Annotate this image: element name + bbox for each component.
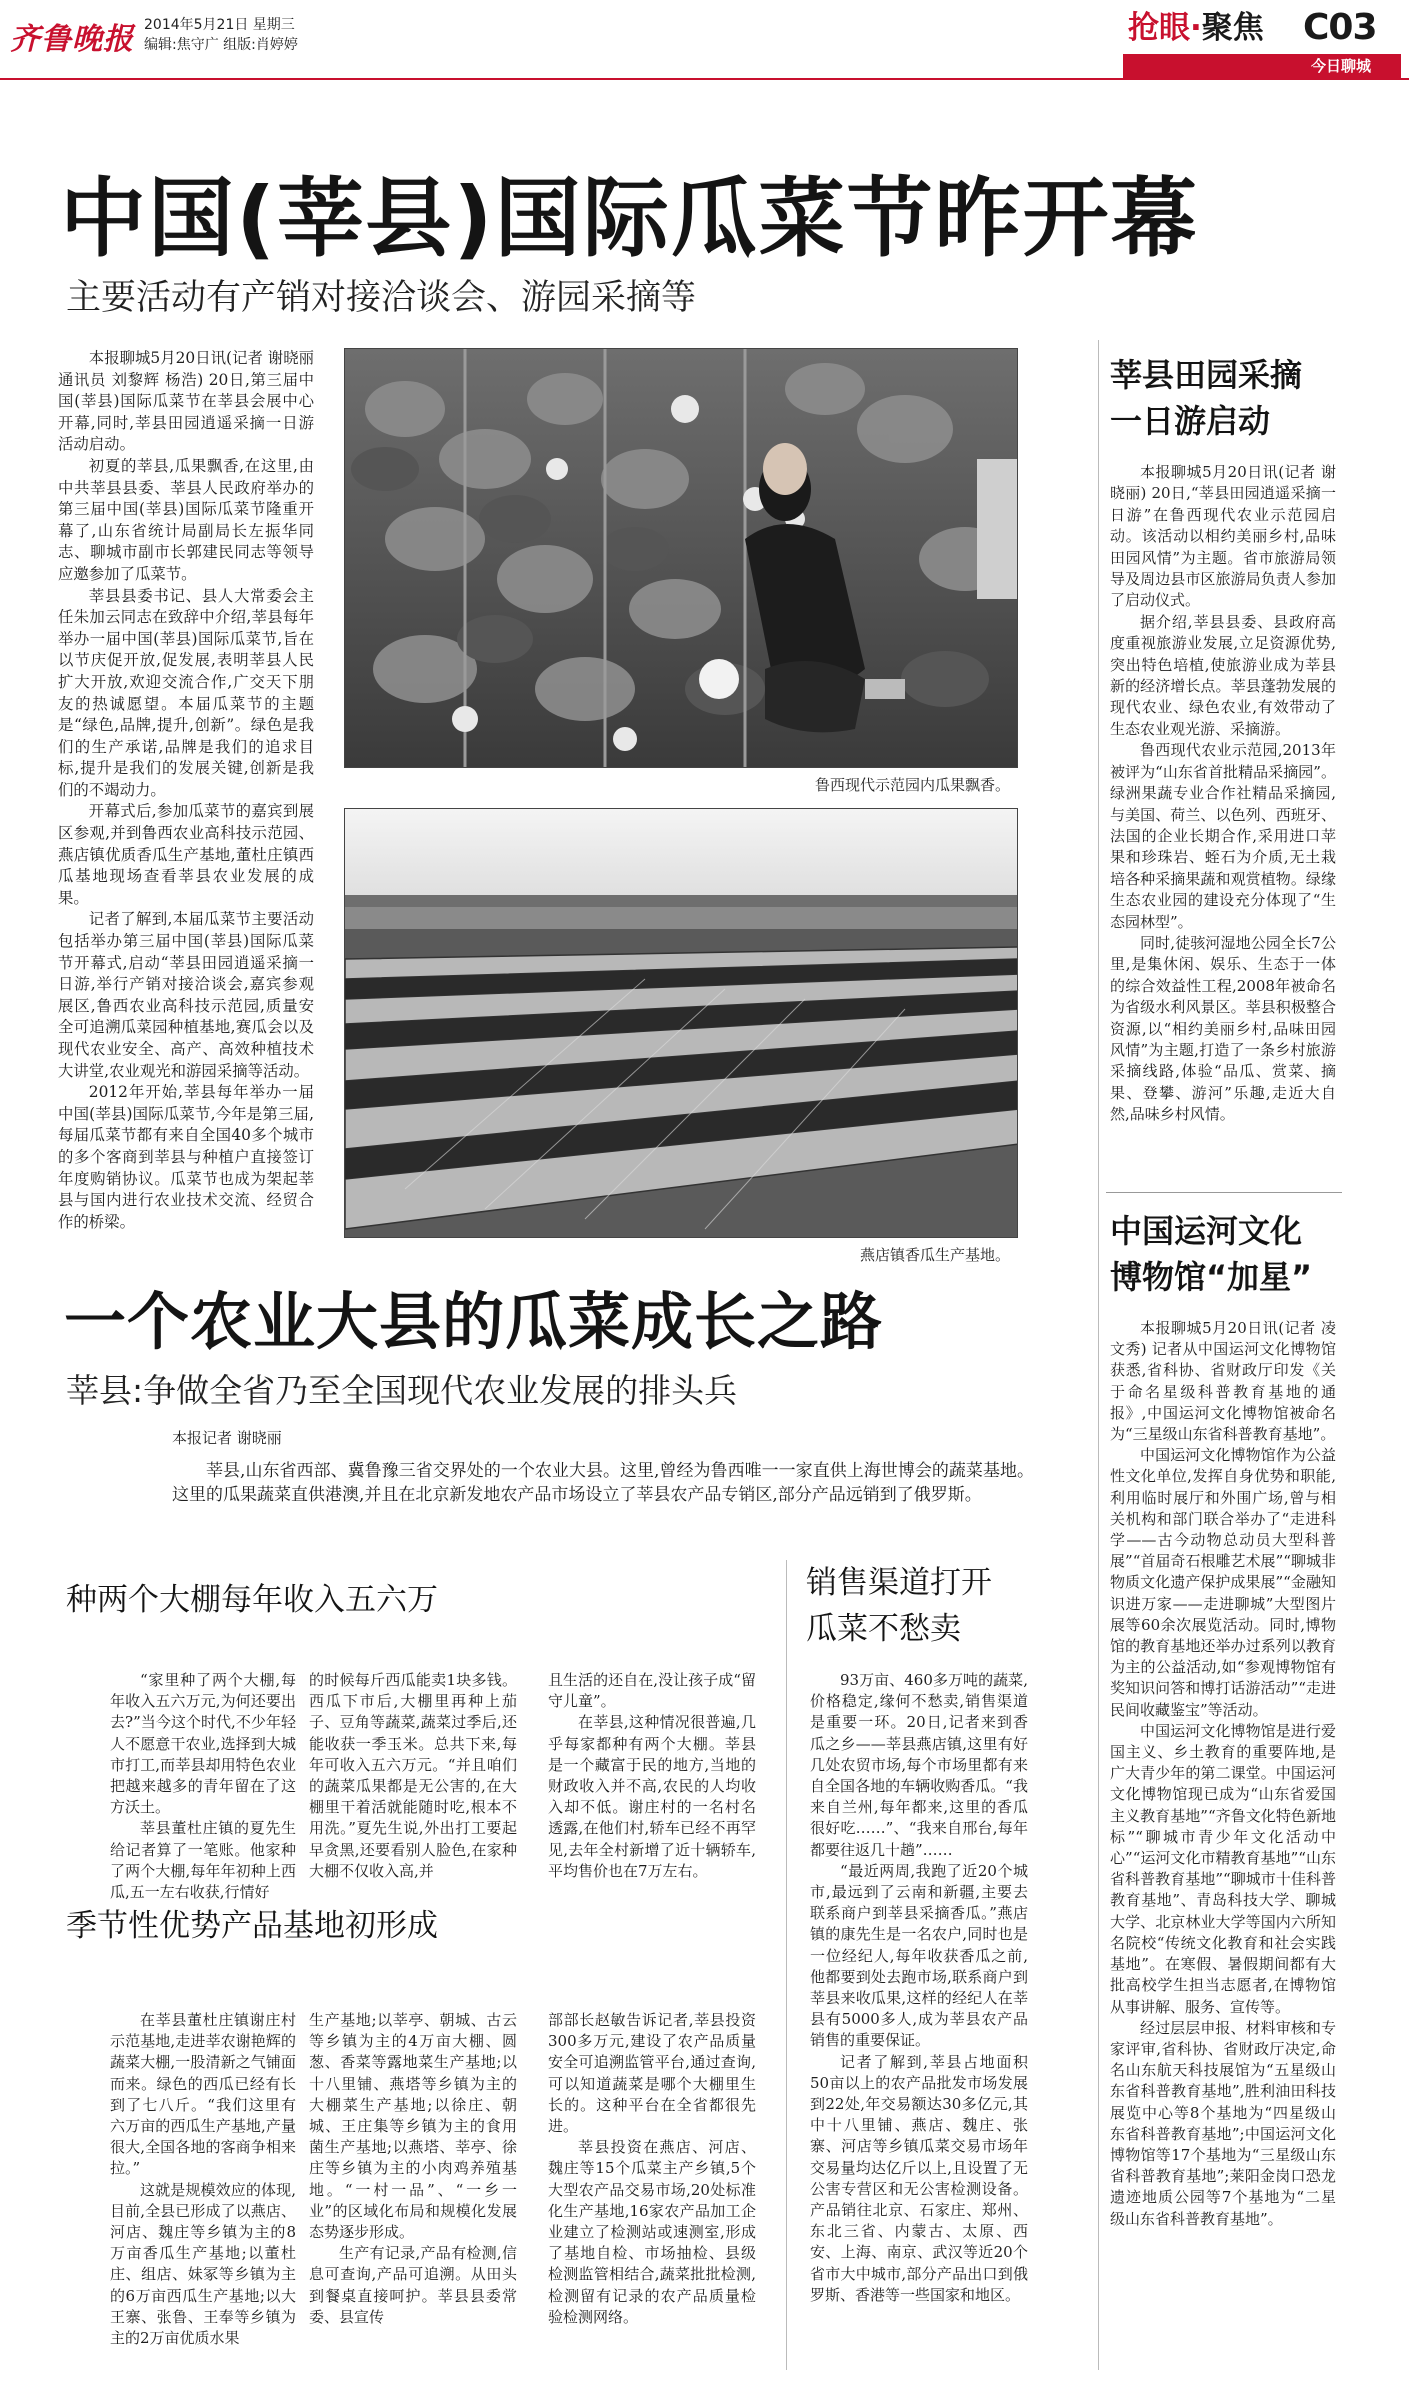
feature-paragraph: 在莘县,这种情况很普遍,几乎每家都种有两个大棚。莘县是一个藏富于民的地方,当地的财政收入并不高,农民的人均收入却不低。谢庄村的一名村名透露,在他们村,轿车已经不再罕见,去年全村新增了近十辆轿车,平均售价也在7万左右。 bbox=[548, 1713, 756, 1880]
feature-sec2-col1 bbox=[110, 2010, 296, 2370]
feature-sec2-col2 bbox=[309, 2010, 517, 2370]
section-label-a: 抢眼 bbox=[1128, 10, 1190, 46]
feature-paragraph: 且生活的还自在,没让孩子成“留守儿童”。 bbox=[548, 1671, 756, 1711]
feature-section2-title: 季节性优势产品基地初形成 bbox=[66, 1908, 438, 1944]
section-label-b: 聚焦 bbox=[1201, 10, 1264, 46]
feature-paragraph: 莘县投资在燕店、河店、魏庄等15个瓜菜主产乡镇,5个大型农产品交易市场,20处标准化生产基地,16家农产品加工企业建立了检测站或速测室,形成了基地自检、市场抽检、县级检测监管相结合,蔬菜批批检测,检测留有记录的农产品质量检验检测网络。 bbox=[548, 2138, 756, 2326]
sidebar1-paragraph: 据介绍,莘县县委、县政府高度重视旅游业发展,立足资源优势,突出特色培植,使旅游业成为莘县新的经济增长点。莘县蓬勃发展的现代农业、绿色农业,有效带动了生态农业观光游、采摘游。 bbox=[1110, 612, 1336, 738]
feature-paragraph: “家里种了两个大棚,每年收入五六万元,为何还要出去?”当今这个时代,不少年轻人不愿意干农业,选择到大城市打工,而莘县却用特色农业把越来越多的青年留在了这方沃土。 bbox=[110, 1671, 296, 1817]
feature-paragraph: 记者了解到,莘县占地面积50亩以上的农产品批发市场发展到22处,年交易额达30多亿元,其中十八里铺、燕店、魏庄、张寨、河店等乡镇瓜菜交易市场年交易量均达亿斤以上,且设置了无公害专营区和无公害检测设备。产品销往北京、石家庄、郑州、东北三省、内蒙古、太原、西安、上海、南京、武汉等近20个省市大中城市,部分产品出口到俄罗斯、香港等一些国家和地区。 bbox=[810, 2052, 1028, 2304]
feature-sec1-col2 bbox=[309, 1670, 517, 1880]
photo-melon-greenhouse-image bbox=[345, 349, 1018, 768]
feature-paragraph: 在莘县董杜庄镇谢庄村示范基地,走进莘农谢艳辉的蔬菜大棚,一股清新之气铺面而来。绿色的西瓜已经有长到了七八斤。“我们这里有六万亩的西瓜生产基地,产量很大,全国各地的客商争相来拉。” bbox=[110, 2011, 296, 2178]
feature-intro bbox=[172, 1459, 1034, 1531]
lead-headline: 中国(莘县)国际瓜菜节昨开幕 bbox=[60, 169, 1199, 269]
feature-sec1-col1 bbox=[110, 1670, 296, 1902]
sidebar2-paragraph: 中国运河文化博物馆是进行爱国主义、乡土教育的重要阵地,是广大青少年的第二课堂。中国运河文化博物馆现已成为“山东省爱国主义教育基地”“齐鲁文化特色新地标”“聊城市青少年文化活动中心”“运河文化市精教育基地”“山东省科普教育基地”“聊城市十佳科普教育基地”、青岛科技大学、聊城大学、北京林业大学等国内六所知名院校“传统文化教育和社会实践基地”。在寒假、暑假期间都有大批高校学生担当志愿者,在博物馆从事讲解、服务、宣传等。 bbox=[1110, 1721, 1336, 2016]
photo-greenhouse-field bbox=[344, 808, 1018, 1238]
sidebar1-paragraph: 鲁西现代农业示范园,2013年被评为“山东省首批精品采摘园”。绿洲果蔬专业合作社精品采摘园,与美国、荷兰、以色列、西班牙、法国的企业长期合作,采用进口苹果和珍珠岩、蛭石为介质,无土栽培各种采摘果蔬和观赏植物。绿缘生态农业园的建设充分体现了“生态园林型”。 bbox=[1110, 741, 1336, 931]
feature-section3-title bbox=[806, 1560, 992, 1652]
feature-section1-title: 种两个大棚每年收入五六万 bbox=[66, 1582, 438, 1618]
lead-paragraph: 开幕式后,参加瓜菜节的嘉宾到展区参观,并到鲁西农业高科技示范园、燕店镇优质香瓜生产基地,董杜庄镇西瓜基地现场查看莘县农业发展的成果。 bbox=[58, 802, 314, 907]
sidebar2-title-line1: 中国运河文化 bbox=[1110, 1212, 1303, 1250]
sub-section-label: 今日聊城 bbox=[1310, 57, 1371, 75]
lead-subhead: 主要活动有产销对接洽谈会、游园采摘等 bbox=[66, 278, 697, 318]
sidebar1-title-line1: 莘县田园采摘 bbox=[1110, 356, 1303, 394]
sidebar-separator bbox=[1106, 1192, 1342, 1193]
feature-paragraph: 部部长赵敏告诉记者,莘县投资300多万元,建设了农产品质量安全可追溯监管平台,通过查询,可以知道蔬菜是哪个大棚里生长的。这种平台在全省都很先进。 bbox=[548, 2011, 756, 2136]
feature-paragraph: 93万亩、460多万吨的蔬菜,价格稳定,缘何不愁卖,销售渠道是重要一环。20日,记者来到香瓜之乡——莘县燕店镇,这里有好几处农贸市场,每个市场里都有来自全国各地的车辆收购香瓜。“我来自兰州,每年都来,这里的香瓜很好吃……”、“我来自邢台,每年都要往返几十趟”…… bbox=[810, 1671, 1028, 1859]
sidebar2-title-line2: 博物馆“加星” bbox=[1110, 1258, 1313, 1296]
feature-sec1-col3 bbox=[548, 1670, 756, 1880]
feature-column-divider bbox=[786, 1560, 787, 2370]
sidebar2-paragraph: 经过层层申报、材料审核和专家评审,省科协、省财政厅决定,命名山东航天科技展馆为“五星级山东省科普教育基地”,胜利油田科技展览中心等8个基地为“四星级山东省科普教育基地”;中国运河文化博物馆等17个基地为“三星级山东省科普教育基地”;莱阳金岗口恐龙遗迹地质公园等7个基地为“二星级山东省科普教育基地”。 bbox=[1110, 2018, 1336, 2228]
feature-paragraph: 生产有记录,产品有检测,信息可查询,产品可追溯。从田头到餐桌直接呵护。莘县县委常委、县宣传 bbox=[309, 2244, 517, 2326]
feature-paragraph: 生产基地;以莘亭、朝城、古云等乡镇为主的4万亩大棚、圆葱、香菜等露地菜生产基地;以十八里铺、燕塔等乡镇为主的大棚菜生产基地;以徐庄、朝城、王庄集等乡镇为主的食用菌生产基地;以燕塔、莘亭、徐庄等乡镇为主的小肉鸡养殖基地。“一村一品”、“一乡一业”的区域化布局和规模化发展态势逐步形成。 bbox=[309, 2011, 517, 2242]
feature-sec2-col3 bbox=[548, 2010, 756, 2370]
sidebar2-title bbox=[1110, 1208, 1312, 1300]
feature-paragraph: “最近两周,我跑了近20个城市,最远到了云南和新疆,主要去联系商户到莘县采摘香瓜。”燕店镇的康先生是一名农户,同时也是一位经纪人,每年收获香瓜之前,他都要到处去跑市场,联系商户到莘县来收瓜果,这样的经纪人在莘县有5000多人,成为莘县农产品销售的重要保证。 bbox=[810, 1861, 1028, 2050]
sidebar1-paragraph: 同时,徒骇河湿地公园全长7公里,是集休闲、娱乐、生态于一体的综合效益性工程,2008年被命名为省级水利风景区。莘县积极整合资源,以“相约美丽乡村,品味田园风情”为主题,打造了一条乡村旅游采摘线路,体验“品瓜、赏菜、摘果、登攀、游河”乐趣,走近大自然,品味乡村风情。 bbox=[1110, 933, 1336, 1124]
section-label-dot: · bbox=[1190, 10, 1202, 46]
page-number: C03 bbox=[1303, 7, 1377, 48]
lead-paragraph: 2012年开始,莘县每年举办一届中国(莘县)国际瓜菜节,今年是第三届,每届瓜菜节都有来自全国40多个城市的多个客商到莘县与种植户直接签订年度购销协议。瓜菜节也成为架起莘县与国内进行农业技术交流、经贸合作的桥梁。 bbox=[58, 1083, 314, 1231]
lead-paragraph: 莘县县委书记、县人大常委会主任朱加云同志在致辞中介绍,莘县每年举办一届中国(莘县)国际瓜菜节,旨在以节庆促开放,促发展,表明莘县人民扩大开放,欢迎交流合作,广交天下朋友的热诚愿望。本届瓜菜节的主题是“绿色,品牌,提升,创新”。绿色是我们的生产承诺,品牌是我们的追求目标,提升是我们的发展关键,创新是我们的不竭动力。 bbox=[58, 586, 314, 799]
sidebar1-title bbox=[1110, 352, 1302, 444]
sidebar1-body bbox=[1110, 462, 1336, 1182]
sidebar-divider bbox=[1098, 340, 1099, 2370]
lead-paragraph: 本报聊城5月20日讯(记者 谢晓丽 通讯员 刘黎辉 杨浩) 20日,第三届中国(莘县)国际瓜菜节在莘县会展中心开幕,同时,莘县田园逍遥采摘一日游活动启动。 bbox=[58, 349, 314, 454]
sidebar2-paragraph: 本报聊城5月20日讯(记者 凌文秀) 记者从中国运河文化博物馆获悉,省科协、省财政厅印发《关于命名星级科普教育基地的通报》,中国运河文化博物馆被命名为“三星级山东省科普教育基地”。 bbox=[1110, 1319, 1336, 1444]
feature-section3-title-line1: 销售渠道打开 bbox=[806, 1565, 992, 1601]
feature-paragraph: 这就是规模效应的体现,目前,全县已形成了以燕店、河店、魏庄等乡镇为主的8万亩香瓜生产基地;以董杜庄、组店、妹冢等乡镇为主的6万亩西瓜生产基地;以大王寨、张鲁、王奉等乡镇为主的2万亩优质水果 bbox=[110, 2180, 296, 2348]
lead-paragraph: 记者了解到,本届瓜菜节主要活动包括举办第三届中国(莘县)国际瓜菜节开幕式,启动“莘县田园逍遥采摘一日游,举行产销对接洽谈会,嘉宾参观展区,鲁西农业高科技示范园,质量安全可追溯瓜菜园种植基地,赛瓜会以及现代农业安全、高产、高效种植技术大讲堂,农业观光和游园采摘等活动。 bbox=[58, 910, 314, 1080]
feature-paragraph: 的时候每斤西瓜能卖1块多钱。西瓜下市后,大棚里再种上茄子、豆角等蔬菜,蔬菜过季后,还能收获一季玉米。总共下来,每年可收入五六万元。“并且咱们的蔬菜瓜果都是无公害的,在大棚里干着活就能随时吃,根本不用洗。”夏先生说,外出打工要起早贪黑,还要看别人脸色,在家种大棚不仅收入高,并 bbox=[309, 1671, 517, 1880]
feature-sec3-body bbox=[810, 1670, 1028, 2370]
sidebar2-paragraph: 中国运河文化博物馆作为公益性文化单位,发挥自身优势和职能,利用临时展厅和外围广场,曾与相关机构和部门联合举办了“走进科学——古今动物总动员大型科普展”“首届奇石根雕艺术展”“聊城非物质文化遗产保护成果展”“金融知识进万家——走进聊城”大型图片展等60余次展览活动。同时,博物馆的教育基地还举办过系列以教育为主的公益活动,如“参观博物馆有奖知识问答和博打话游活动”“走进民间收藏鉴宝”等活动。 bbox=[1110, 1446, 1336, 1719]
feature-section3-title-line2: 瓜菜不愁卖 bbox=[806, 1611, 961, 1647]
feature-headline: 一个农业大县的瓜菜成长之路 bbox=[64, 1285, 884, 1358]
feature-paragraph: 莘县董杜庄镇的夏先生给记者算了一笔账。他家种了两个大棚,每年年初种上西瓜,五一左右收获,行情好 bbox=[110, 1819, 296, 1902]
sidebar1-paragraph: 本报聊城5月20日讯(记者 谢晓丽) 20日,“莘县田园逍遥采摘一日游”在鲁西现代农业示范园启动。该活动以相约美丽乡村,品味田园风情”为主题。省市旅游局领导及周边县市区旅游局负责人参加了启动仪式。 bbox=[1110, 463, 1336, 610]
section-label bbox=[1128, 8, 1264, 48]
masthead-rule bbox=[0, 78, 1409, 80]
lead-body bbox=[58, 348, 314, 1290]
masthead-logo: 齐鲁晚报 bbox=[10, 22, 134, 57]
feature-subhead: 莘县:争做全省乃至全国现代农业发展的排头兵 bbox=[66, 1371, 738, 1410]
photo-caption-2: 燕店镇香瓜生产基地。 bbox=[859, 1246, 1010, 1264]
photo-melon-greenhouse bbox=[344, 348, 1018, 768]
photo-caption-1: 鲁西现代示范园内瓜果飘香。 bbox=[814, 776, 1010, 794]
lead-paragraph: 初夏的莘县,瓜果飘香,在这里,由中共莘县县委、莘县人民政府举办的第三届中国(莘县)国际瓜菜节隆重开幕了,山东省统计局副局长左振华同志、聊城市副市长郭建民同志等领导应邀参加了瓜菜节。 bbox=[58, 456, 314, 583]
sidebar2-body bbox=[1110, 1318, 1336, 2373]
feature-byline: 本报记者 谢晓丽 bbox=[172, 1429, 282, 1447]
masthead-date: 2014年5月21日 星期三 bbox=[144, 17, 295, 33]
masthead-editor: 编辑:焦守广 组版:肖婷婷 bbox=[144, 37, 298, 53]
sidebar1-title-line2: 一日游启动 bbox=[1110, 402, 1271, 440]
photo-greenhouse-field-image bbox=[345, 809, 1018, 1238]
feature-intro-paragraph: 莘县,山东省西部、冀鲁豫三省交界处的一个农业大县。这里,曾经为鲁西唯一一家直供上海世博会的蔬菜基地。这里的瓜果蔬菜直供港澳,并且在北京新发地农产品市场设立了莘县农产品专销区,部分产品远销到了俄罗斯。 bbox=[172, 1461, 1034, 1505]
